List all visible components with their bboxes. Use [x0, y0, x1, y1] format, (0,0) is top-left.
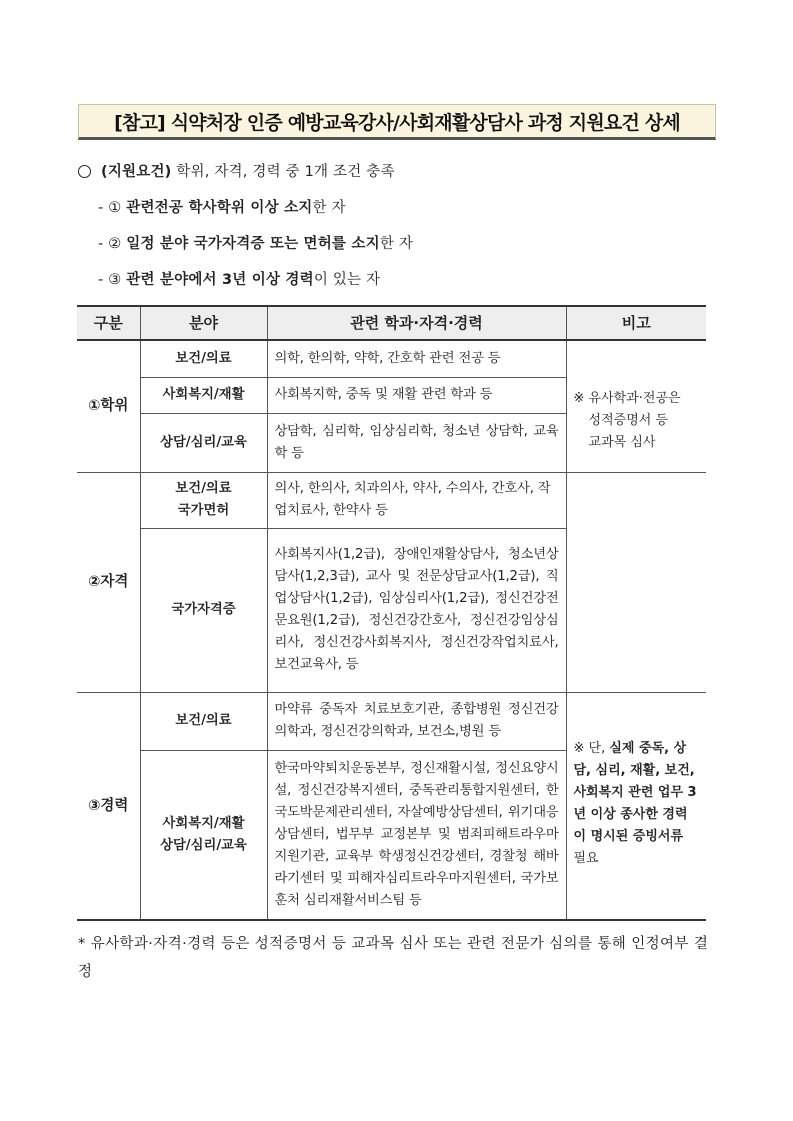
- desc-cell: 사회복지사(1,2급), 장애인재활상담사, 청소년상담사(1,2,3급), 교사 및 전문상담교사(1,2급), 직업상담사(1,2급), 임상심리사(1,2급), 정신건강전문요원(1,2급), 정신건강간호사, 정신건강임상심리사, 정신건강사회복지사, 정신건강작업치료사, 보건교육사, 등: [267, 528, 566, 692]
- note-line: 교과목 심사: [588, 435, 656, 451]
- table-header-row: [77, 306, 706, 340]
- desc-cell: 한국마약퇴치운동본부, 정신재활시설, 정신요양시설, 정신건강복지센터, 중독관리통합지원센터, 한국도박문제관리센터, 자살예방상담센터, 위기대응상담센터, 법무부 교정본부 및 범죄피해트라우마지원기관, 교육부 학생정신건강센터, 경찰청 해바라기센터 및 피해자심리트라우마지원센터, 국가보훈처 심리재활서비스팀 등: [267, 750, 566, 920]
- requirement-item-prefix: - ①: [98, 200, 127, 216]
- footnote: * 유사학과·자격·경력 등은 성적증명서 등 교과목 심사 또는 관련 전문가 심의를 통해 인정여부 결정: [78, 936, 709, 980]
- category-degree: ①학위: [77, 340, 140, 472]
- requirement-item-prefix: - ③: [98, 272, 127, 288]
- field-cell: 상담/심리/교육: [140, 413, 267, 472]
- desc-cell: 마약류 중독자 치료보호기관, 종합병원 정신건강의학과, 정신건강의학과, 보건소,병원 등: [267, 692, 566, 750]
- header-category: 구분: [77, 306, 140, 340]
- requirement-item-bold: 관련 분야에서 3년 이상 경력: [126, 272, 314, 288]
- circle-bullet-icon: [78, 165, 91, 178]
- note-rest: 필요: [573, 850, 599, 866]
- desc-cell: 의학, 한의학, 약학, 간호학 관련 전공 등: [267, 340, 566, 377]
- page-title: [참고] 식약처장 인증 예방교육강사/사회재활상담사 과정 지원요건 상세: [78, 104, 716, 140]
- desc-cell: 상담학, 심리학, 임상심리학, 청소년 상담학, 교육학 등: [267, 413, 566, 472]
- note-line: 성적증명서 등: [588, 413, 669, 429]
- requirement-item-bold: 관련전공 학사학위 이상 소지: [126, 200, 313, 216]
- field-cell: 보건/의료: [140, 340, 267, 377]
- note-career: [566, 692, 706, 920]
- field-cell: [140, 750, 267, 920]
- table-row: [77, 340, 706, 377]
- note-line: 유사학과·전공은: [588, 391, 681, 407]
- desc-cell: 사회복지학, 중독 및 재활 관련 학과 등: [267, 377, 566, 413]
- requirement-item-prefix: - ②: [98, 236, 127, 252]
- table-row: [77, 692, 706, 750]
- requirement-item-degree: [98, 196, 346, 217]
- requirement-item-rest: 이 있는 자: [313, 272, 381, 288]
- category-career: ③경력: [77, 692, 140, 920]
- note-mark: ※: [573, 740, 585, 756]
- category-license: ②자격: [77, 472, 140, 692]
- requirement-item-rest: 한 자: [312, 200, 346, 216]
- note-license-empty: [566, 472, 706, 692]
- field-cell: 국가자격증: [140, 528, 267, 692]
- field-line: 국가면허: [177, 503, 230, 518]
- note-bold: 실제 중독, 상담, 심리, 재활, 보건, 사회복지 관련 업무 3년 이상 종사한 경력이 명시된 증빙서류: [573, 740, 697, 844]
- field-cell: [140, 472, 267, 528]
- requirement-item-license: [98, 232, 413, 253]
- requirement-item-rest: 한 자: [379, 236, 414, 252]
- desc-cell: 의사, 한의사, 치과의사, 약사, 수의사, 간호사, 작업치료사, 한약사 등: [267, 472, 566, 528]
- note-degree: [566, 340, 706, 472]
- field-cell: 사회복지/재활: [140, 377, 267, 413]
- table-row: [77, 472, 706, 528]
- note-mark: ※: [573, 391, 585, 407]
- field-line: 사회복지/재활: [162, 815, 245, 831]
- requirements-heading-bold: (지원요건): [101, 164, 172, 180]
- header-note: 비고: [566, 306, 706, 340]
- header-related: 관련 학과·자격·경력: [267, 306, 566, 340]
- note-prefix: 단,: [588, 740, 610, 756]
- requirement-item-career: [98, 268, 380, 289]
- requirements-heading-text: 학위, 자격, 경력 중 1개 조건 충족: [171, 164, 395, 180]
- field-line: 상담/심리/교육: [160, 837, 247, 853]
- requirement-item-bold: 일정 분야 국가자격증 또는 면허를 소지: [126, 236, 380, 252]
- requirements-heading: [78, 160, 395, 181]
- field-line: 보건/의료: [175, 481, 232, 496]
- field-cell: 보건/의료: [140, 692, 267, 750]
- requirements-table: [77, 305, 706, 921]
- header-field: 분야: [140, 306, 267, 340]
